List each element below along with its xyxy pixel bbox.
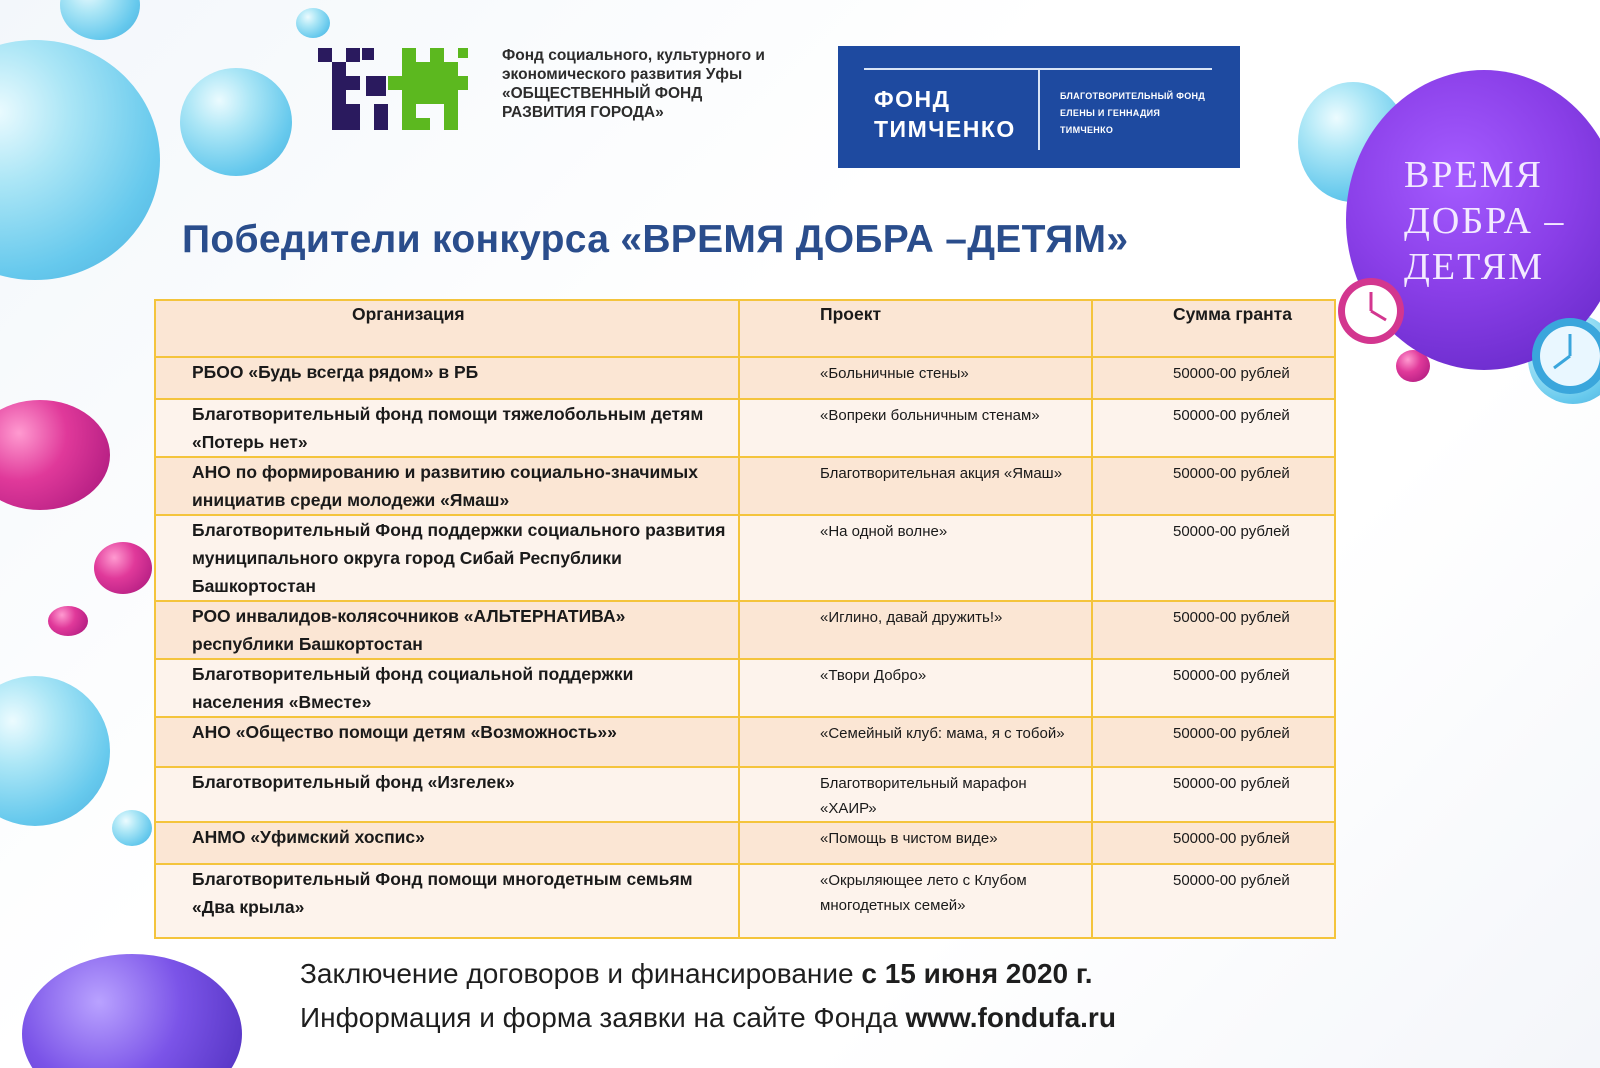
fondufa-logo-icon bbox=[318, 44, 468, 134]
cell-amount: 50000-00 рублей bbox=[1092, 717, 1335, 767]
cell-amount: 50000-00 рублей bbox=[1092, 399, 1335, 457]
footer-date: с 15 июня 2020 г. bbox=[861, 958, 1093, 989]
cell-project: «Иглино, давай дружить!» bbox=[739, 601, 1092, 659]
footer-info bbox=[300, 952, 1116, 1040]
decor-bubble bbox=[48, 606, 88, 636]
cell-organization: АНО по формированию и развитию социально-значимых инициатив среди молодежи «Ямаш» bbox=[155, 457, 739, 515]
clock-icon bbox=[1336, 276, 1406, 346]
decor-bubble bbox=[94, 542, 152, 594]
decor-bubble bbox=[0, 40, 160, 280]
badge-line: ДОБРА – bbox=[1404, 200, 1566, 242]
logo-line: экономического развития Уфы bbox=[502, 66, 743, 83]
clock-icon bbox=[1530, 316, 1600, 396]
fondufa-logo-text bbox=[502, 46, 802, 122]
cell-project: «Окрыляющее лето с Клубом многодетных семей» bbox=[739, 864, 1092, 938]
logo-big-line: ФОНД bbox=[874, 86, 951, 112]
table-row bbox=[155, 767, 1335, 822]
timchenko-logo-title bbox=[874, 84, 1016, 144]
cell-project: «На одной волне» bbox=[739, 515, 1092, 601]
decor-bubble bbox=[180, 68, 292, 176]
footer-line-1 bbox=[300, 952, 1116, 996]
logo-big-line: ТИМЧЕНКО bbox=[874, 116, 1016, 142]
table-row bbox=[155, 601, 1335, 659]
cell-amount: 50000-00 рублей bbox=[1092, 659, 1335, 717]
logo-line: «ОБЩЕСТВЕННЫЙ ФОНД bbox=[502, 85, 703, 102]
cell-organization: РОО инвалидов-колясочников «АЛЬТЕРНАТИВА» республики Башкортостан bbox=[155, 601, 739, 659]
column-header-amount: Сумма гранта bbox=[1092, 300, 1335, 357]
logo-small-line: ТИМЧЕНКО bbox=[1060, 125, 1114, 135]
table-row bbox=[155, 717, 1335, 767]
cell-organization: Благотворительный Фонд помощи многодетным семьям «Два крыла» bbox=[155, 864, 739, 938]
decor-bubble bbox=[22, 954, 242, 1068]
logo-line: Фонд социального, культурного и bbox=[502, 47, 765, 64]
table-row bbox=[155, 659, 1335, 717]
logo-small-line: БЛАГОТВОРИТЕЛЬНЫЙ ФОНД bbox=[1060, 91, 1206, 101]
page-title: Победители конкурса «ВРЕМЯ ДОБРА –ДЕТЯМ» bbox=[182, 218, 1129, 261]
cell-amount: 50000-00 рублей bbox=[1092, 357, 1335, 399]
cell-amount: 50000-00 рублей bbox=[1092, 822, 1335, 864]
cell-project: «Семейный клуб: мама, я с тобой» bbox=[739, 717, 1092, 767]
logo-timchenko bbox=[838, 46, 1240, 168]
table-header-row bbox=[155, 300, 1335, 357]
cell-project: «Помощь в чистом виде» bbox=[739, 822, 1092, 864]
cell-organization: РБОО «Будь всегда рядом» в РБ bbox=[155, 357, 739, 399]
footer-line-2 bbox=[300, 996, 1116, 1040]
cell-amount: 50000-00 рублей bbox=[1092, 601, 1335, 659]
logo-fondufa bbox=[318, 44, 798, 144]
cell-organization: Благотворительный фонд помощи тяжелобольным детям «Потерь нет» bbox=[155, 399, 739, 457]
cell-project: «Твори Добро» bbox=[739, 659, 1092, 717]
decor-bubble bbox=[296, 8, 330, 38]
decor-bubble bbox=[112, 810, 152, 846]
cell-amount: 50000-00 рублей bbox=[1092, 864, 1335, 938]
table-row bbox=[155, 515, 1335, 601]
table-row bbox=[155, 822, 1335, 864]
logo-divider bbox=[1038, 70, 1040, 150]
cell-project: Благотворительная акция «Ямаш» bbox=[739, 457, 1092, 515]
cell-amount: 50000-00 рублей bbox=[1092, 767, 1335, 822]
timchenko-logo-subtitle bbox=[1060, 88, 1230, 139]
decor-bubble bbox=[0, 676, 110, 826]
cell-project: Благотворительный марафон «ХАИР» bbox=[739, 767, 1092, 822]
decor-bubble bbox=[60, 0, 140, 40]
cell-organization: АНМО «Уфимский хоспис» bbox=[155, 822, 739, 864]
cell-organization: Благотворительный фонд социальной поддержки населения «Вместе» bbox=[155, 659, 739, 717]
cell-organization: Благотворительный фонд «Изгелек» bbox=[155, 767, 739, 822]
cell-amount: 50000-00 рублей bbox=[1092, 457, 1335, 515]
footer-text: Информация и форма заявки на сайте Фонда bbox=[300, 1002, 906, 1033]
table-row bbox=[155, 399, 1335, 457]
winners-table bbox=[154, 299, 1336, 939]
logo-line: РАЗВИТИЯ ГОРОДА» bbox=[502, 104, 664, 121]
cell-project: «Вопреки больничным стенам» bbox=[739, 399, 1092, 457]
footer-website-link[interactable]: www.fondufa.ru bbox=[905, 1002, 1116, 1033]
table-row bbox=[155, 457, 1335, 515]
footer-text: Заключение договоров и финансирование bbox=[300, 958, 862, 989]
cell-organization: АНО «Общество помощи детям «Возможность»» bbox=[155, 717, 739, 767]
logo-small-line: ЕЛЕНЫ И ГЕННАДИЯ bbox=[1060, 108, 1161, 118]
table-row bbox=[155, 864, 1335, 938]
cell-project: «Больничные стены» bbox=[739, 357, 1092, 399]
cell-organization: Благотворительный Фонд поддержки социального развития муниципального округа город Сибай Республики Башкортостан bbox=[155, 515, 739, 601]
table-row bbox=[155, 357, 1335, 399]
column-header-organization: Организация bbox=[155, 300, 739, 357]
badge-line: ДЕТЯМ bbox=[1404, 246, 1545, 288]
badge-line: ВРЕМЯ bbox=[1404, 154, 1543, 196]
column-header-project: Проект bbox=[739, 300, 1092, 357]
decor-bubble bbox=[0, 400, 110, 510]
contest-badge-text bbox=[1404, 152, 1565, 290]
cell-amount: 50000-00 рублей bbox=[1092, 515, 1335, 601]
